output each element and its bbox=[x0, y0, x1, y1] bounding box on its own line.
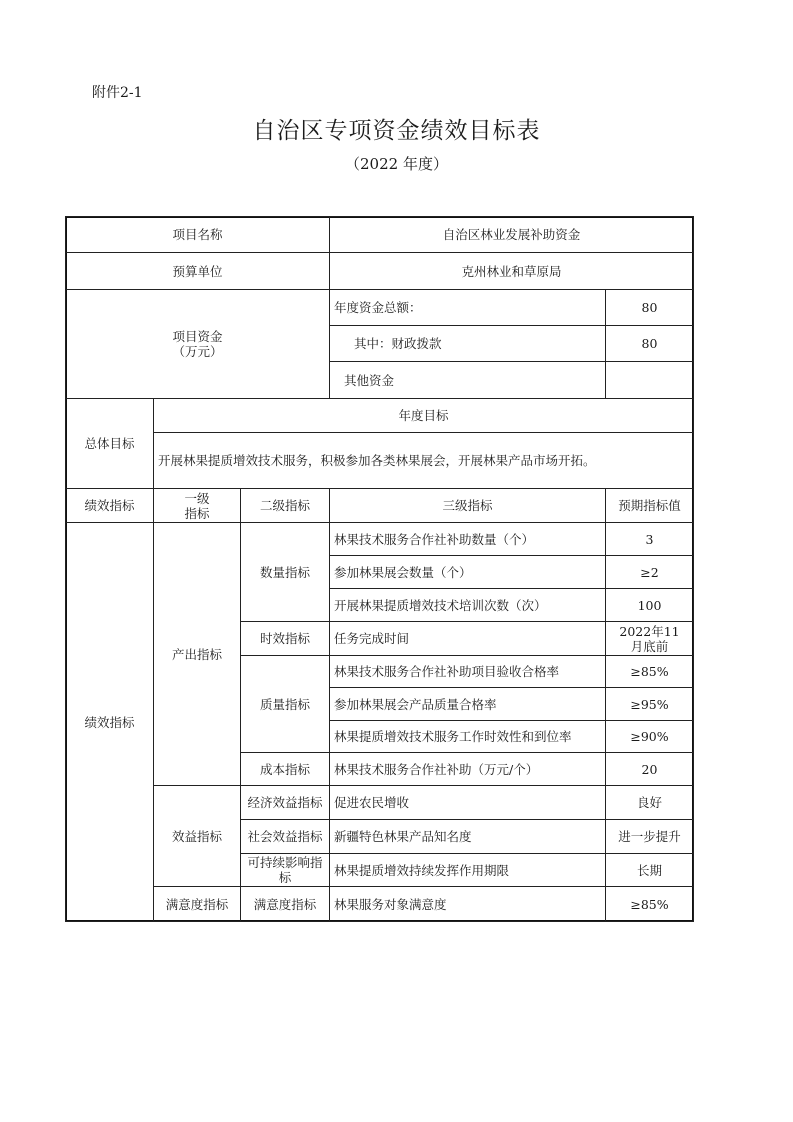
header-expected-value: 预期指标值 bbox=[605, 488, 694, 523]
indicator-cell: 林果技术服务合作社补助项目验收合格率 bbox=[329, 655, 606, 688]
budget-unit-label: 预算单位 bbox=[65, 252, 330, 290]
value-cell: ≥85% bbox=[605, 655, 694, 688]
value-cell: 20 bbox=[605, 752, 694, 786]
header-level1-line2: 指标 bbox=[184, 505, 210, 521]
level2-quality: 质量指标 bbox=[240, 655, 330, 753]
value-cell: 3 bbox=[605, 522, 694, 556]
annual-total-value: 80 bbox=[605, 289, 694, 326]
indicator-cell: 新疆特色林果产品知名度 bbox=[329, 819, 606, 854]
indicator-cell: 林果服务对象满意度 bbox=[329, 886, 606, 922]
header-level2: 二级指标 bbox=[240, 488, 330, 523]
header-level1-line1: 一级 bbox=[184, 490, 210, 506]
level2-social: 社会效益指标 bbox=[240, 819, 330, 854]
indicator-cell: 参加林果展会数量（个） bbox=[329, 555, 606, 589]
indicator-cell: 参加林果展会产品质量合格率 bbox=[329, 687, 606, 721]
indicator-cell: 林果提质增效持续发挥作用期限 bbox=[329, 853, 606, 887]
indicator-cell: 开展林果提质增效技术培训次数（次） bbox=[329, 588, 606, 622]
value-cell: 100 bbox=[605, 588, 694, 622]
project-funds-label-line2: （万元） bbox=[172, 344, 223, 359]
level2-quantity: 数量指标 bbox=[240, 522, 330, 622]
indicator-cell: 林果技术服务合作社补助（万元/个） bbox=[329, 752, 606, 786]
level1-output: 产出指标 bbox=[153, 522, 241, 786]
document-subtitle: （2022 年度） bbox=[345, 155, 448, 173]
level2-cost: 成本指标 bbox=[240, 752, 330, 786]
level1-satisfaction: 满意度指标 bbox=[153, 886, 241, 922]
value-cell: 长期 bbox=[605, 853, 694, 887]
project-funds-label bbox=[65, 289, 330, 399]
level2-economic: 经济效益指标 bbox=[240, 785, 330, 820]
header-performance: 绩效指标 bbox=[65, 488, 154, 523]
indicator-cell: 任务完成时间 bbox=[329, 621, 606, 656]
annual-goal-header: 年度目标 bbox=[153, 398, 694, 433]
annual-goal-text: 开展林果提质增效技术服务，积极参加各类林果展会，开展林果产品市场开拓。 bbox=[153, 432, 694, 489]
annual-total-label: 年度资金总额： bbox=[329, 289, 606, 326]
indicator-cell: 林果提质增效技术服务工作时效性和到位率 bbox=[329, 720, 606, 753]
header-level3: 三级指标 bbox=[329, 488, 606, 523]
level2-sustainable: 可持续影响指标 bbox=[240, 853, 330, 887]
value-cell: ≥90% bbox=[605, 720, 694, 753]
value-cell: ≥95% bbox=[605, 687, 694, 721]
budget-unit-value: 克州林业和草原局 bbox=[329, 252, 694, 290]
value-cell: 2022年11月底前 bbox=[605, 621, 694, 656]
value-cell: 良好 bbox=[605, 785, 694, 820]
level2-satisfaction: 满意度指标 bbox=[240, 886, 330, 922]
document-title: 自治区专项资金绩效目标表 bbox=[252, 118, 541, 144]
performance-indicators-label: 绩效指标 bbox=[65, 522, 154, 922]
overall-goal-label: 总体目标 bbox=[65, 398, 154, 489]
fiscal-allocation-label: 其中：财政拨款 bbox=[329, 325, 606, 362]
header-level1 bbox=[153, 488, 241, 523]
indicator-cell: 林果技术服务合作社补助数量（个） bbox=[329, 522, 606, 556]
fiscal-allocation-value: 80 bbox=[605, 325, 694, 362]
other-funds-label: 其他资金 bbox=[329, 361, 606, 399]
level2-timeliness: 时效指标 bbox=[240, 621, 330, 656]
other-funds-value bbox=[605, 361, 694, 399]
indicator-cell: 促进农民增收 bbox=[329, 785, 606, 820]
project-name-value: 自治区林业发展补助资金 bbox=[329, 216, 694, 253]
attachment-label: 附件2-1 bbox=[92, 85, 143, 101]
value-cell: ≥2 bbox=[605, 555, 694, 589]
project-name-label: 项目名称 bbox=[65, 216, 330, 253]
level1-benefit: 效益指标 bbox=[153, 785, 241, 887]
value-cell: ≥85% bbox=[605, 886, 694, 922]
project-funds-label-line1: 项目资金 bbox=[172, 329, 223, 344]
value-cell: 进一步提升 bbox=[605, 819, 694, 854]
